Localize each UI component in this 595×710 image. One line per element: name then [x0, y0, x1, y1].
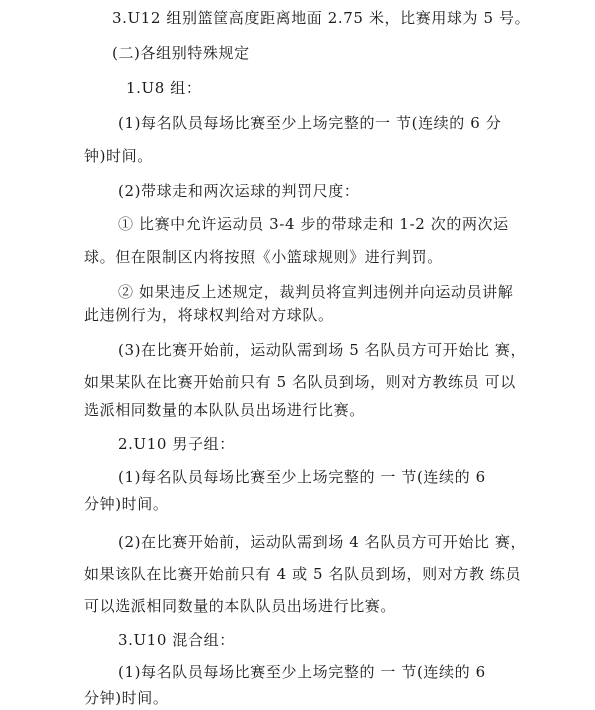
text-line-u10-mixed-rule1-a: (1)每名队员每场比赛至少上场完整的 一 节(连续的 6 — [118, 663, 486, 681]
text-line-u12-hoop: 3.U12 组别篮筐高度距离地面 2.75 米，比赛用球为 5 号。 — [112, 9, 531, 27]
text-line-u8-rule1-b: 钟)时间。 — [84, 147, 153, 165]
subheading-u10-mixed: 3.U10 混合组： — [118, 631, 235, 649]
text-line-u10-boys-rule2-a: (2)在比赛开始前，运动队需到场 4 名队员方可开始比 赛， — [118, 533, 527, 551]
text-line-u10-mixed-rule1-b: 分钟)时间。 — [84, 689, 169, 707]
text-line-u8-rule3-c: 选派相同数量的本队队员出场进行比赛。 — [84, 401, 365, 419]
text-line-u8-rule1-a: (1)每名队员每场比赛至少上场完整的一 节(连续的 6 分 — [118, 114, 502, 132]
text-line-u8-rule2-item2-a: ② 如果违反上述规定，裁判员将宣判违例并向运动员讲解 — [118, 283, 514, 301]
text-line-u10-boys-rule1-a: (1)每名队员每场比赛至少上场完整的 一 节(连续的 6 — [118, 468, 486, 486]
text-line-u10-boys-rule2-c: 可以选派相同数量的本队队员出场进行比赛。 — [84, 597, 397, 615]
subheading-u8: 1.U8 组： — [126, 79, 202, 97]
text-line-u8-rule2: (2)带球走和两次运球的判罚尺度： — [118, 182, 360, 200]
text-line-u8-rule3-b: 如果某队在比赛开始前只有 5 名队员到场，则对方教练员 可以 — [84, 373, 516, 391]
text-line-u10-boys-rule1-b: 分钟)时间。 — [84, 495, 169, 513]
section-heading-special-rules: (二)各组别特殊规定 — [112, 44, 250, 62]
text-line-u8-rule3-a: (3)在比赛开始前，运动队需到场 5 名队员方可开始比 赛， — [118, 341, 527, 359]
text-line-u10-boys-rule2-b: 如果该队在比赛开始前只有 4 或 5 名队员到场，则对方教 练员 — [84, 565, 522, 583]
text-line-u8-rule2-item2-b: 此违例行为，将球权判给对方球队。 — [84, 306, 334, 324]
subheading-u10-boys: 2.U10 男子组： — [118, 435, 235, 453]
text-line-u8-rule2-item1-b: 球。但在限制区内将按照《小篮球规则》进行判罚。 — [84, 248, 443, 266]
text-line-u8-rule2-item1-a: ① 比赛中允许运动员 3-4 步的带球走和 1-2 次的两次运 — [118, 215, 509, 233]
